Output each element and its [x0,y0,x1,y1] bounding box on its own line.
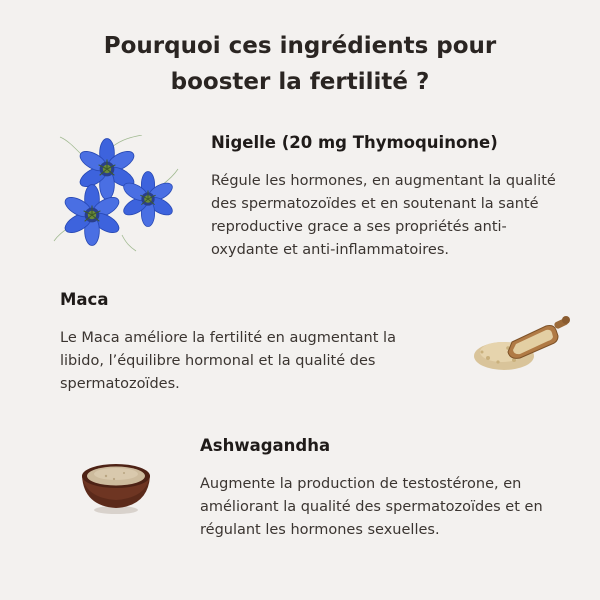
ashwagandha-bowl-icon [76,454,156,516]
description-line: Régule les hormones, en augmentant la qualité [211,173,556,189]
title-line-2: booster la fertilité ? [170,69,430,95]
description-line: libido, l’équilibre hormonal et la qualité des [60,353,376,369]
description-line: oxydante et anti-inflammatoires. [211,242,450,258]
description-line: Augmente la production de testostérone, en [200,476,522,492]
ingredient-description-maca [60,327,396,396]
description-line: spermatozoïdes. [60,376,180,392]
page-title [0,28,600,100]
description-line: régulant les hormones sexuelles. [200,522,440,538]
ingredient-name-maca: Maca [60,290,109,309]
ingredient-name-ashwagandha: Ashwagandha [200,436,331,455]
description-line: Le Maca améliore la fertilité en augmentant la [60,330,396,346]
description-line: des spermatozoïdes et en soutenant la santé [211,196,539,212]
ingredient-name-nigelle: Nigelle (20 mg Thymoquinone) [211,133,498,152]
description-line: reproductive grace a ses propriétés anti- [211,219,507,235]
ingredient-description-ashwagandha [200,473,543,542]
maca-powder-scoop-icon [468,312,572,376]
description-line: améliorant la qualité des spermatozoïdes et en [200,499,543,515]
title-line-1: Pourquoi ces ingrédients pour [103,33,497,59]
nigella-flower-icon [52,135,180,253]
ingredient-description-nigelle [211,170,556,262]
